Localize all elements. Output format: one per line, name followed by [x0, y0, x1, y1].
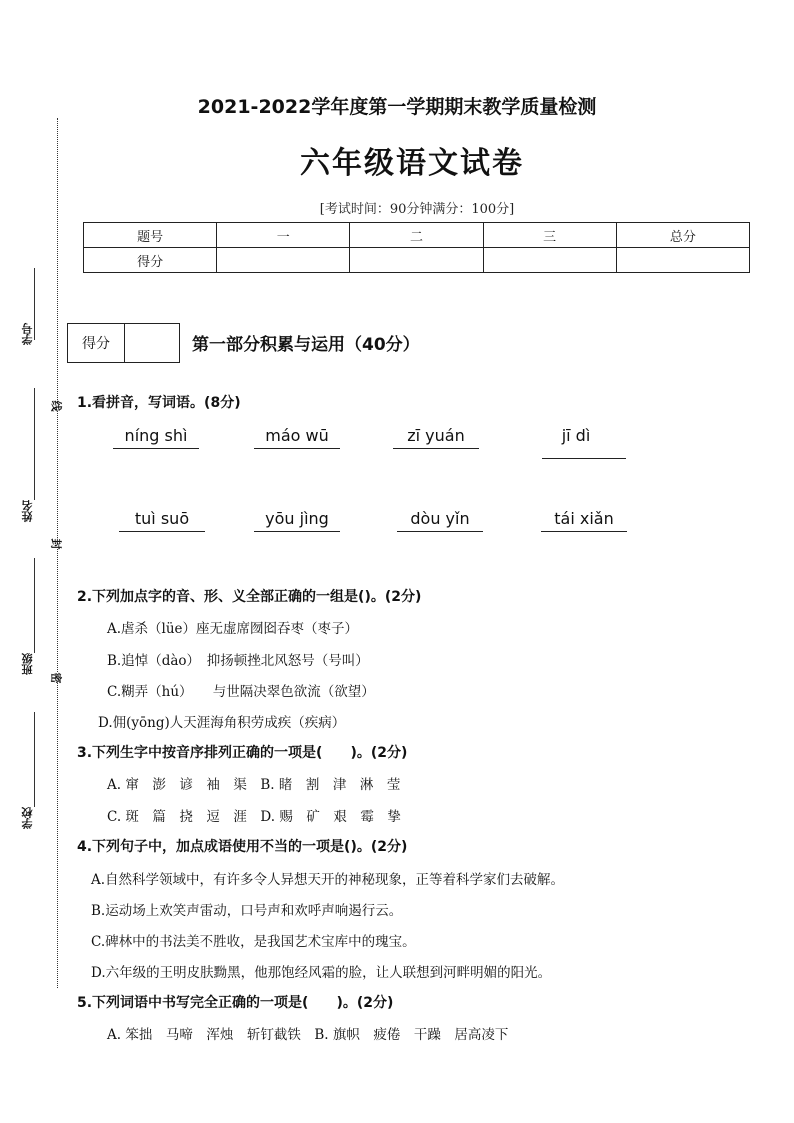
pinyin-item: tái xiǎn — [541, 509, 627, 532]
question-4-title: 4.下列句子中，加点成语使用不当的一项是()。(2分) — [77, 839, 408, 855]
score-row-label: 得分 — [84, 248, 217, 273]
score-cell[interactable] — [350, 248, 483, 273]
question-3-options-ab: A. 窜 澎 谚 袖 渠 B. 睹 割 津 淋 莹 — [107, 777, 401, 793]
score-table-header-row — [84, 223, 750, 248]
name-line — [34, 388, 35, 500]
score-table-header: 三 — [483, 223, 616, 248]
binding-dotted-line — [57, 118, 58, 988]
exam-time-info: [考试时间：90分钟满分：100分] — [319, 202, 515, 217]
question-2-option-b: B.追悼（dào） 抑扬顿挫北风怒号（号叫） — [107, 653, 369, 669]
question-4-option-d: D.六年级的王明皮肤黝黑，他那饱经风霜的脸，让人联想到河畔明媚的阳光。 — [91, 965, 552, 981]
name-label: 姓名 — [21, 500, 34, 522]
pinyin-answer-line[interactable] — [542, 458, 626, 459]
seal-char-mi: 密 — [51, 671, 62, 684]
pinyin-item: tuì suō — [119, 509, 205, 532]
pinyin-item: jī dì — [561, 426, 591, 445]
part1-title: 第一部分积累与运用（40分） — [192, 335, 420, 355]
class-label: 班级 — [21, 653, 34, 675]
score-table-header: 二 — [350, 223, 483, 248]
score-table — [83, 222, 750, 273]
part1-score-label: 得分 — [68, 324, 125, 362]
score-table-header: 一 — [217, 223, 350, 248]
question-2-option-c: C.糊弄（hú） 与世隔决翠色欲流（欲望） — [107, 684, 375, 700]
question-2-option-a: A.虐杀（lüe）座无虚席囫囵吞枣（枣子） — [107, 621, 359, 637]
student-id-label: 学号 — [21, 323, 34, 345]
pinyin-item: níng shì — [113, 426, 199, 449]
question-3-title: 3.下列生字中按音序排列正确的一项是( )。(2分) — [77, 745, 408, 761]
class-line — [34, 558, 35, 653]
question-3-options-cd: C. 斑 篇 挠 逗 涯 D. 赐 矿 艰 霉 挚 — [107, 809, 401, 825]
exam-main-title: 六年级语文试卷 — [300, 146, 524, 181]
pinyin-item: dòu yǐn — [397, 509, 483, 532]
exam-header-title: 2021-2022学年度第一学期期末教学质量检测 — [197, 96, 597, 118]
score-table-score-row — [84, 248, 750, 273]
question-5-options-ab: A. 笨拙 马啼 浑烛 斩钉截铁 B. 旗帜 疲倦 干躁 居高凌下 — [107, 1027, 509, 1043]
score-cell[interactable] — [616, 248, 749, 273]
pinyin-item: zī yuán — [393, 426, 479, 449]
score-cell[interactable] — [217, 248, 350, 273]
part1-score-blank[interactable] — [125, 324, 179, 362]
question-4-option-a: A.自然科学领域中，有许多令人异想天开的神秘现象，正等着科学家们去破解。 — [91, 872, 565, 888]
question-4-option-b: B.运动场上欢笑声雷动，口号声和欢呼声响遏行云。 — [91, 903, 403, 919]
score-table-header: 总分 — [616, 223, 749, 248]
part1-score-box — [67, 323, 180, 363]
school-line — [34, 712, 35, 807]
school-label: 学校 — [21, 807, 34, 829]
question-2-title: 2.下列加点字的音、形、义全部正确的一组是()。(2分) — [77, 589, 422, 605]
question-4-option-c: C.碑林中的书法美不胜收，是我国艺术宝库中的瑰宝。 — [91, 934, 416, 950]
question-1-title: 1.看拼音，写词语。(8分) — [77, 395, 241, 411]
pinyin-item: máo wū — [254, 426, 340, 449]
seal-char-feng: 封 — [51, 537, 62, 550]
pinyin-item: yōu jìng — [254, 509, 340, 532]
score-cell[interactable] — [483, 248, 616, 273]
score-table-header: 题号 — [84, 223, 217, 248]
seal-char-xian: 线 — [51, 399, 62, 412]
question-5-title: 5.下列词语中书写完全正确的一项是( )。(2分) — [77, 995, 394, 1011]
question-2-option-d: D.佣(yōng)人天涯海角积劳成疾（疾病） — [98, 715, 346, 731]
